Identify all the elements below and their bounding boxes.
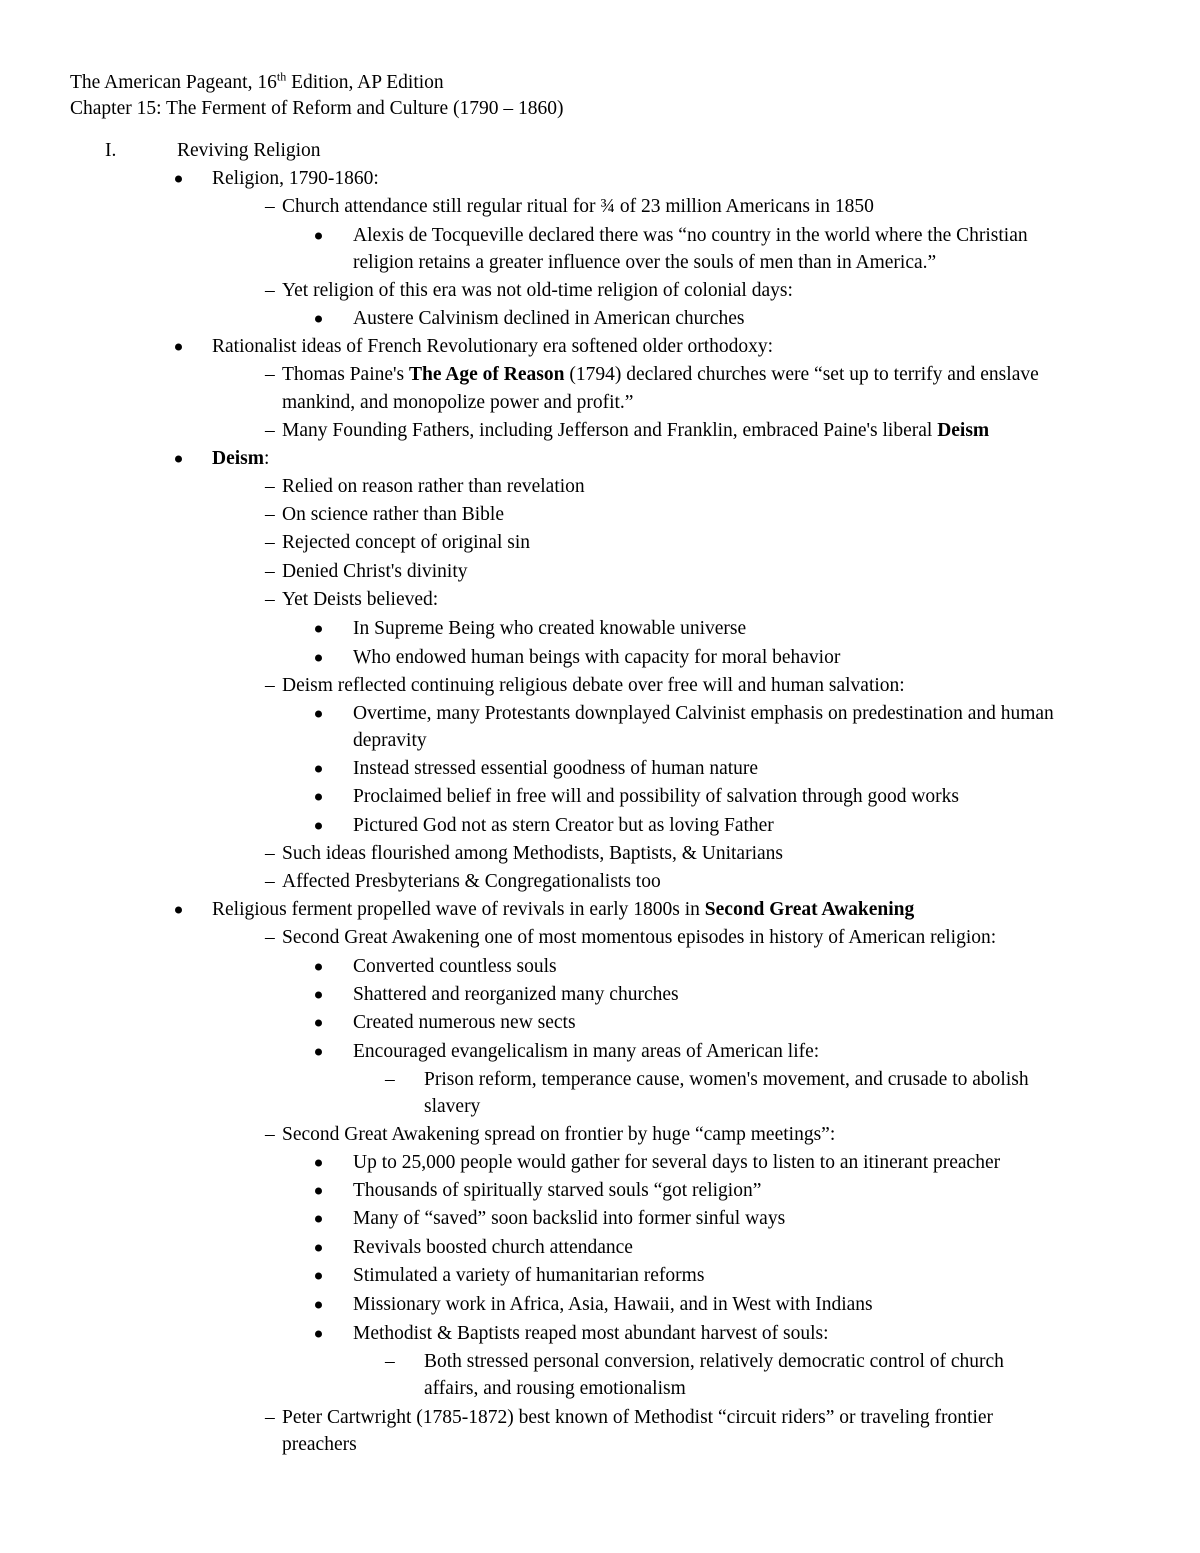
text-segment: Revivals boosted church attendance xyxy=(353,1237,633,1258)
outline-line xyxy=(282,1433,357,1457)
outline-line xyxy=(353,1264,704,1288)
bullet-dot-icon xyxy=(315,1216,322,1223)
text-segment: Created numerous new sects xyxy=(353,1012,576,1033)
text-segment: Austere Calvinism declined in American churches xyxy=(353,308,745,329)
outline-line xyxy=(282,475,585,499)
text-segment: Rationalist ideas of French Revolutionary era softened older orthodoxy: xyxy=(212,336,774,357)
bullet-dash-icon: – xyxy=(265,843,275,864)
bullet-dot-icon xyxy=(175,907,182,914)
text-segment: Religion, 1790-1860: xyxy=(212,168,379,189)
bullet-dash-icon: – xyxy=(265,504,275,525)
outline-line xyxy=(282,1123,835,1147)
outline-line xyxy=(282,842,783,866)
bullet-dot-icon xyxy=(175,456,182,463)
outline-line xyxy=(353,1322,829,1346)
text-segment: Up to 25,000 people would gather for several days to listen to an itinerant preacher xyxy=(353,1152,1001,1173)
bullet-dash-icon: – xyxy=(265,1124,275,1145)
text-segment: Second Great Awakening one of most momentous episodes in history of American religion: xyxy=(282,927,997,948)
text-segment: depravity xyxy=(353,730,427,751)
text-segment: Yet religion of this era was not old-time religion of colonial days: xyxy=(282,280,793,301)
text-segment: Converted countless souls xyxy=(353,956,557,977)
outline-line xyxy=(353,757,758,781)
text-segment: Many Founding Fathers, including Jefferson and Franklin, embraced Paine's liberal xyxy=(282,420,938,441)
outline-line xyxy=(282,195,874,219)
text-segment: Thomas Paine's xyxy=(282,364,409,385)
text-segment: Religious ferment propelled wave of revivals in early 1800s in xyxy=(212,899,705,920)
outline-line xyxy=(282,391,633,415)
outline-line xyxy=(353,307,745,331)
text-segment: affairs, and rousing emotionalism xyxy=(424,1378,686,1399)
text-segment: On science rather than Bible xyxy=(282,504,504,525)
bullet-dot-icon xyxy=(315,766,322,773)
outline-line xyxy=(212,167,379,191)
bullet-dot-icon xyxy=(315,1160,322,1167)
text-segment: religion retains a greater influence over the souls of men than in America.” xyxy=(353,252,937,273)
text-segment: Stimulated a variety of humanitarian reforms xyxy=(353,1265,705,1286)
bullet-dot-icon xyxy=(315,964,322,971)
bullet-dash-icon: – xyxy=(265,420,275,441)
outline-line xyxy=(353,955,557,979)
outline-line xyxy=(282,560,468,584)
bullet-dash-icon: – xyxy=(265,476,275,497)
bullet-dash-icon: – xyxy=(265,561,275,582)
text-segment: Thousands of spiritually starved souls “got religion” xyxy=(353,1180,762,1201)
text-segment: Alexis de Tocqueville declared there was “no country in the world where the Christian xyxy=(353,225,1028,246)
outline-line xyxy=(353,814,774,838)
chapter-title: Chapter 15: The Ferment of Reform and Culture (1790 – 1860) xyxy=(70,98,564,119)
text-segment: Peter Cartwright (1785-1872) best known of Methodist “circuit riders” or traveling frontier xyxy=(282,1407,994,1428)
outline-line xyxy=(353,251,936,275)
outline-line xyxy=(353,983,679,1007)
bullet-dot-icon xyxy=(315,823,322,830)
text-segment: Overtime, many Protestants downplayed Calvinist emphasis on predestination and human xyxy=(353,703,1054,724)
outline-line xyxy=(282,279,793,303)
outline-line xyxy=(282,419,989,443)
bullet-dash-icon: – xyxy=(265,196,275,217)
outline-line xyxy=(282,674,905,698)
outline-line xyxy=(353,1207,785,1231)
bullet-dash-icon: – xyxy=(265,532,275,553)
text-segment: mankind, and monopolize power and profit.” xyxy=(282,392,634,413)
text-segment: Second Great Awakening spread on frontier by huge “camp meetings”: xyxy=(282,1124,836,1145)
bullet-dot-icon xyxy=(315,1331,322,1338)
bold-term: Second Great Awakening xyxy=(704,899,915,920)
outline-line xyxy=(353,785,959,809)
text-segment: Missionary work in Africa, Asia, Hawaii, and in West with Indians xyxy=(353,1294,873,1315)
bullet-dash-icon: – xyxy=(265,1407,275,1428)
outline-line xyxy=(282,363,1039,387)
bullet-dot-icon xyxy=(315,1049,322,1056)
text-segment: Affected Presbyterians & Congregationalists too xyxy=(282,871,661,892)
outline-line xyxy=(353,1293,873,1317)
bullet-dot-icon xyxy=(315,711,322,718)
text-segment: Methodist & Baptists reaped most abundant harvest of souls: xyxy=(353,1323,829,1344)
text-segment: (1794) declared churches were “set up to terrify and enslave xyxy=(564,364,1039,385)
outline-line xyxy=(212,898,914,922)
outline-line xyxy=(353,1040,819,1064)
text-segment: Encouraged evangelicalism in many areas of American life: xyxy=(353,1041,820,1062)
bullet-dot-icon xyxy=(175,176,182,183)
bold-term: Deism xyxy=(937,420,990,441)
outline-line xyxy=(353,1011,576,1035)
bullet-dot-icon xyxy=(315,1020,322,1027)
bullet-dot-icon xyxy=(315,655,322,662)
outline-line xyxy=(353,1236,633,1260)
bullet-dot-icon xyxy=(315,794,322,801)
bullet-dot-icon xyxy=(315,233,322,240)
bullet-dot-icon xyxy=(315,316,322,323)
text-segment: Who endowed human beings with capacity for moral behavior xyxy=(353,647,841,668)
outline-line xyxy=(353,617,746,641)
text-segment: Relied on reason rather than revelation xyxy=(282,476,585,497)
outline-line xyxy=(353,1179,761,1203)
outline-line xyxy=(424,1068,1029,1092)
bullet-dot-icon xyxy=(315,1188,322,1195)
outline-line xyxy=(282,531,530,555)
text-segment: Instead stressed essential goodness of human nature xyxy=(353,758,759,779)
bullet-dash-icon: – xyxy=(265,280,275,301)
text-segment: Denied Christ's divinity xyxy=(282,561,468,582)
text-segment: Deism reflected continuing religious debate over free will and human salvation: xyxy=(282,675,905,696)
text-segment: Yet Deists believed: xyxy=(282,589,439,610)
bullet-dash-icon: – xyxy=(265,871,275,892)
document-title: The American Pageant, 16th Edition, AP Edition xyxy=(70,69,444,93)
outline-line xyxy=(282,926,996,950)
text-segment: : xyxy=(264,448,270,469)
outline-line xyxy=(282,503,504,527)
outline-line xyxy=(212,447,269,471)
bullet-dash-icon: – xyxy=(265,927,275,948)
bullet-dot-icon xyxy=(315,992,322,999)
bold-term: Deism xyxy=(212,448,264,469)
text-segment: Both stressed personal conversion, relatively democratic control of church xyxy=(424,1351,1004,1372)
text-segment: Pictured God not as stern Creator but as loving Father xyxy=(353,815,774,836)
outline-line xyxy=(353,224,1028,248)
text-segment: Rejected concept of original sin xyxy=(282,532,530,553)
bullet-dot-icon xyxy=(315,626,322,633)
text-segment: Prison reform, temperance cause, women's movement, and crusade to abolish xyxy=(424,1069,1029,1090)
bullet-dot-icon xyxy=(315,1302,322,1309)
outline-line xyxy=(353,1151,1000,1175)
outline-line xyxy=(353,729,427,753)
outline-line xyxy=(424,1350,1004,1374)
text-segment: Shattered and reorganized many churches xyxy=(353,984,679,1005)
outline-line xyxy=(282,1406,993,1430)
bullet-dash-icon: – xyxy=(385,1069,395,1090)
outline-line xyxy=(353,702,1054,726)
section-title: Reviving Religion xyxy=(177,140,321,161)
outline-line xyxy=(424,1377,686,1401)
outline-line xyxy=(212,335,773,359)
text-segment: Proclaimed belief in free will and possibility of salvation through good works xyxy=(353,786,960,807)
text-segment: Church attendance still regular ritual for ¾ of 23 million Americans in 1850 xyxy=(282,196,874,217)
text-segment: Many of “saved” soon backslid into former sinful ways xyxy=(353,1208,786,1229)
bullet-dash-icon: – xyxy=(385,1351,395,1372)
bullet-dash-icon: – xyxy=(265,364,275,385)
section-marker: I. xyxy=(105,140,117,161)
text-segment: preachers xyxy=(282,1434,357,1455)
bullet-dot-icon xyxy=(315,1245,322,1252)
bullet-dot-icon xyxy=(315,1273,322,1280)
bullet-dot-icon xyxy=(175,344,182,351)
outline-line xyxy=(424,1095,480,1119)
bullet-dash-icon: – xyxy=(265,589,275,610)
text-segment: In Supreme Being who created knowable universe xyxy=(353,618,747,639)
outline-line xyxy=(282,588,438,612)
bold-term: The Age of Reason xyxy=(409,364,565,385)
outline-line xyxy=(353,646,840,670)
outline-line xyxy=(282,870,661,894)
text-segment: slavery xyxy=(424,1096,481,1117)
text-segment: Such ideas flourished among Methodists, Baptists, & Unitarians xyxy=(282,843,783,864)
bullet-dash-icon: – xyxy=(265,675,275,696)
